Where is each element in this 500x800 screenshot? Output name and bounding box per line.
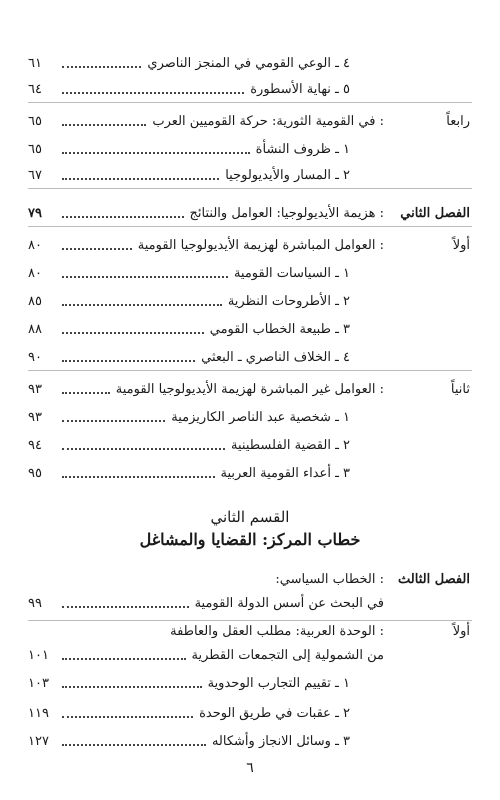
dot-leader [62,304,222,306]
toc-entry [28,160,472,184]
toc-entry-title: ١ ـ السياسات القومية [233,266,350,281]
dot-leader [62,392,110,394]
toc-entry-title: : العوامل المباشرة لهزيمة الأيديولوجيا القومية [137,238,384,253]
toc-page-number: ٧٩ [28,206,42,221]
toc-entry-title: : الخطاب السياسي: [275,572,384,587]
toc-page-number: ٩٤ [28,438,42,453]
toc-page-number: ٦١ [28,56,42,71]
toc-entry-title: ١ ـ ظروف النشأة [255,142,350,157]
toc-entry-title: ٣ ـ طبيعة الخطاب القومي [209,322,350,337]
toc-page-number: ٦٥ [28,114,42,129]
toc-page-number: ١٢٧ [28,734,49,749]
toc-entry-title: ٢ ـ المسار والأيديولوجيا [225,168,350,183]
toc-entry-title: ٤ ـ الوعي القومي في المنجز الناصري [147,56,350,71]
toc-entry-title: : الوحدة العربية: مطلب العقل والعاطفة [170,624,384,639]
section-heading: القسم الثاني [210,508,290,526]
toc-entry [28,198,472,222]
toc-page-number: ٨٥ [28,294,42,309]
dot-leader [62,66,141,68]
toc-entry [28,402,472,426]
toc-entry-title: ١ ـ تقييم التجارب الوحدوية [207,676,350,691]
row-divider [28,188,472,189]
dot-leader [62,360,195,362]
toc-page-number: ٩٥ [28,466,42,481]
dot-leader [62,248,132,250]
toc-entry-label: أولاً [452,624,470,639]
toc-entry [28,564,472,588]
toc-entry [28,342,472,366]
toc-page-number: ٨٠ [28,266,42,281]
dot-leader [62,686,202,688]
toc-entry [28,374,472,398]
toc-page-number: ١١٩ [28,706,49,721]
toc-entry [28,134,472,158]
toc-entry-title: ٤ ـ الخلاف الناصري ـ البعثي [201,350,350,365]
toc-entry [28,430,472,454]
toc-entry [28,458,472,482]
row-divider [28,620,472,621]
toc-entry-title: ٢ ـ الأطروحات النظرية [227,294,350,309]
dot-leader [62,216,184,218]
dot-leader [62,716,193,718]
toc-page-number: ٩٣ [28,410,42,425]
row-divider [28,370,472,371]
toc-page-number: ٨٠ [28,238,42,253]
dot-leader [62,448,225,450]
page-number: ٦ [246,760,254,776]
toc-entry [28,48,472,72]
toc-entry-title: ١ ـ شخصية عبد الناصر الكاريزمية [171,410,350,425]
toc-page-number: ٩٩ [28,596,42,611]
toc-entry [28,668,472,692]
dot-leader [62,658,186,660]
toc-entry [28,230,472,254]
row-divider [28,102,472,103]
toc-entry [28,640,472,664]
dot-leader [62,420,165,422]
toc-entry-title: ٢ ـ القضية الفلسطينية [231,438,350,453]
toc-page-number: ١٠١ [28,648,49,663]
toc-entry-title: : العوامل غير المباشرة لهزيمة الأيديولوجيا القومية [115,382,384,397]
dot-leader [62,152,250,154]
toc-entry-label: الفصل الثالث [398,572,470,587]
toc-page-number: ٩٠ [28,350,42,365]
row-divider [28,226,472,227]
dot-leader [62,332,204,334]
toc-entry-label: ثانياً [450,382,470,397]
dot-leader [62,476,215,478]
toc-entry [28,314,472,338]
dot-leader [62,124,146,126]
toc-page-number: ٦٧ [28,168,42,183]
toc-page-number: ٦٥ [28,142,42,157]
toc-entry-title: : هزيمة الأيديولوجيا: العوامل والنتائج [189,206,384,221]
toc-entry [28,106,472,130]
toc-page-number: ٩٣ [28,382,42,397]
toc-page-number: ٦٤ [28,82,42,97]
toc-entry-title: من الشمولية إلى التجمعات القطرية [191,648,384,663]
toc-entry [28,74,472,98]
toc-entry-label: أولاً [452,238,470,253]
toc-entry [28,588,472,612]
toc-entry [28,286,472,310]
toc-entry-title: ٣ ـ أعداء القومية العربية [220,466,350,481]
dot-leader [62,276,228,278]
toc-entry-title: ٣ ـ وسائل الانجاز وأشكاله [211,734,350,749]
toc-entry-title: في البحث عن أسس الدولة القومية [194,596,384,611]
toc-entry-title: ٢ ـ عقبات في طريق الوحدة [199,706,350,721]
toc-entry-title: ٥ ـ نهاية الأسطورة [250,82,350,97]
toc-entry [28,726,472,750]
toc-entry-title: : في القومية الثورية: حركة القوميين العرب [152,114,384,129]
toc-entry [28,698,472,722]
toc-page-number: ١٠٣ [28,676,49,691]
dot-leader [62,92,244,94]
toc-entry-label: الفصل الثاني [400,206,470,221]
section-title: خطاب المركز: القضايا والمشاغل [139,530,361,549]
toc-page-number: ٨٨ [28,322,42,337]
dot-leader [62,744,206,746]
toc-entry-label: رابعاً [446,114,470,129]
dot-leader [62,178,219,180]
toc-entry [28,258,472,282]
dot-leader [62,606,189,608]
